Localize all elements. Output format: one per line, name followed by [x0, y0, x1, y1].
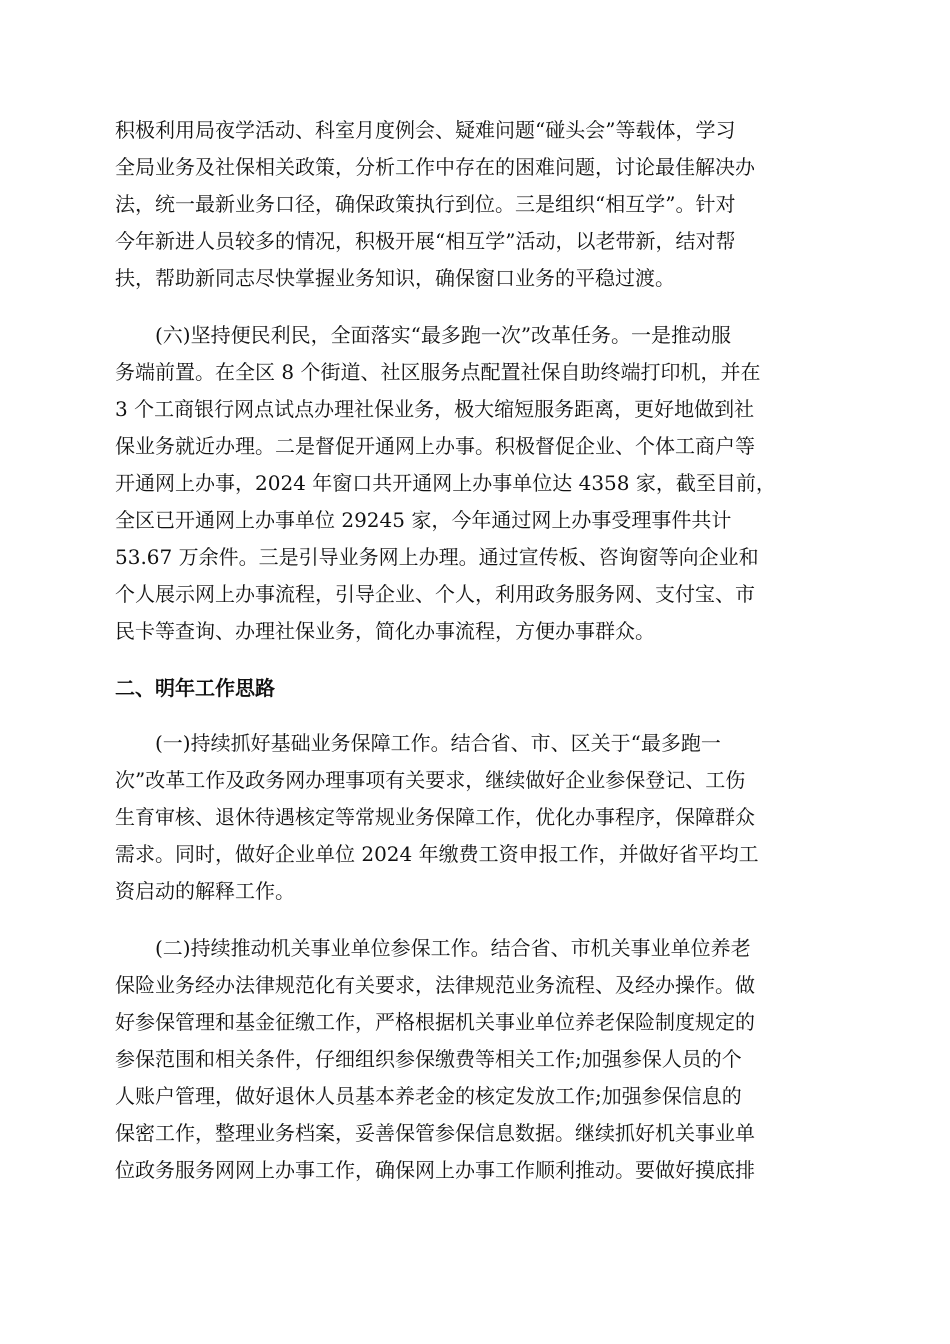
- text-line: (一)持续抓好基础业务保障工作。结合省、市、区关于“最多跑一: [155, 731, 721, 755]
- document-page: [115, 112, 835, 1209]
- text-line: 人账户管理，做好退休人员基本养老金的核定发放工作;加强参保信息的: [115, 1084, 742, 1108]
- text-line: 开通网上办事，2024 年窗口共开通网上办事单位达 4358 家，截至目前，: [115, 471, 776, 495]
- text-line: 民卡等查询、办理社保业务，简化办事流程，方便办事群众。: [115, 619, 655, 643]
- text-line: (二)持续推动机关事业单位参保工作。结合省、市机关事业单位养老: [155, 936, 751, 960]
- paragraph-item-2: [115, 930, 835, 1189]
- text-line: 扶，帮助新同志尽快掌握业务知识，确保窗口业务的平稳过渡。: [115, 266, 675, 290]
- text-line: 保险业务经办法律规范化有关要求，法律规范业务流程、及经办操作。做: [115, 973, 755, 997]
- text-line: 积极利用局夜学活动、科室月度例会、疑难问题“碰头会”等载体，学习: [115, 118, 736, 142]
- text-line: 务端前置。在全区 8 个街道、社区服务点配置社保自助终端打印机，并在: [115, 360, 761, 384]
- text-line: 好参保管理和基金征缴工作，严格根据机关事业单位养老保险制度规定的: [115, 1010, 755, 1034]
- paragraph-item-6: [115, 317, 835, 650]
- text-line: 位政务服务网网上办事工作，确保网上办事工作顺利推动。要做好摸底排: [115, 1158, 755, 1182]
- text-line: 个人展示网上办事流程，引导企业、个人，利用政务服务网、支付宝、市: [115, 582, 755, 606]
- text-line: 全区已开通网上办事单位 29245 家，今年通过网上办事受理事件共计: [115, 508, 732, 532]
- text-line: 参保范围和相关条件，仔细组织参保缴费等相关工作;加强参保人员的个: [115, 1047, 742, 1071]
- section-heading: 二、明年工作思路: [115, 676, 275, 700]
- text-line: 生育审核、退休待遇核定等常规业务保障工作，优化办事程序，保障群众: [115, 805, 755, 829]
- text-line: 法，统一最新业务口径，确保政策执行到位。三是组织“相互学”。针对: [115, 192, 736, 216]
- text-line: 保业务就近办理。二是督促开通网上办事。积极督促企业、个体工商户等: [115, 434, 755, 458]
- text-line: 资启动的解释工作。: [115, 879, 295, 903]
- text-line: 今年新进人员较多的情况，积极开展“相互学”活动，以老带新，结对帮: [115, 229, 736, 253]
- text-line: 53.67 万余件。三是引导业务网上办理。通过宣传板、咨询窗等向企业和: [115, 545, 759, 569]
- text-line: 保密工作，整理业务档案，妥善保管参保信息数据。继续抓好机关事业单: [115, 1121, 755, 1145]
- text-line: 次”改革工作及政务网办理事项有关要求，继续做好企业参保登记、工伤: [115, 768, 746, 792]
- text-line: 3 个工商银行网点试点办理社保业务，极大缩短服务距离，更好地做到社: [115, 397, 755, 421]
- text-line: 全局业务及社保相关政策，分析工作中存在的困难问题，讨论最佳解决办: [115, 155, 755, 179]
- paragraph-item-1: [115, 725, 835, 910]
- text-line: (六)坚持便民利民，全面落实“最多跑一次”改革任务。一是推动服: [155, 323, 732, 347]
- paragraph-continued: [115, 112, 835, 297]
- text-line: 需求。同时，做好企业单位 2024 年缴费工资申报工作，并做好省平均工: [115, 842, 759, 866]
